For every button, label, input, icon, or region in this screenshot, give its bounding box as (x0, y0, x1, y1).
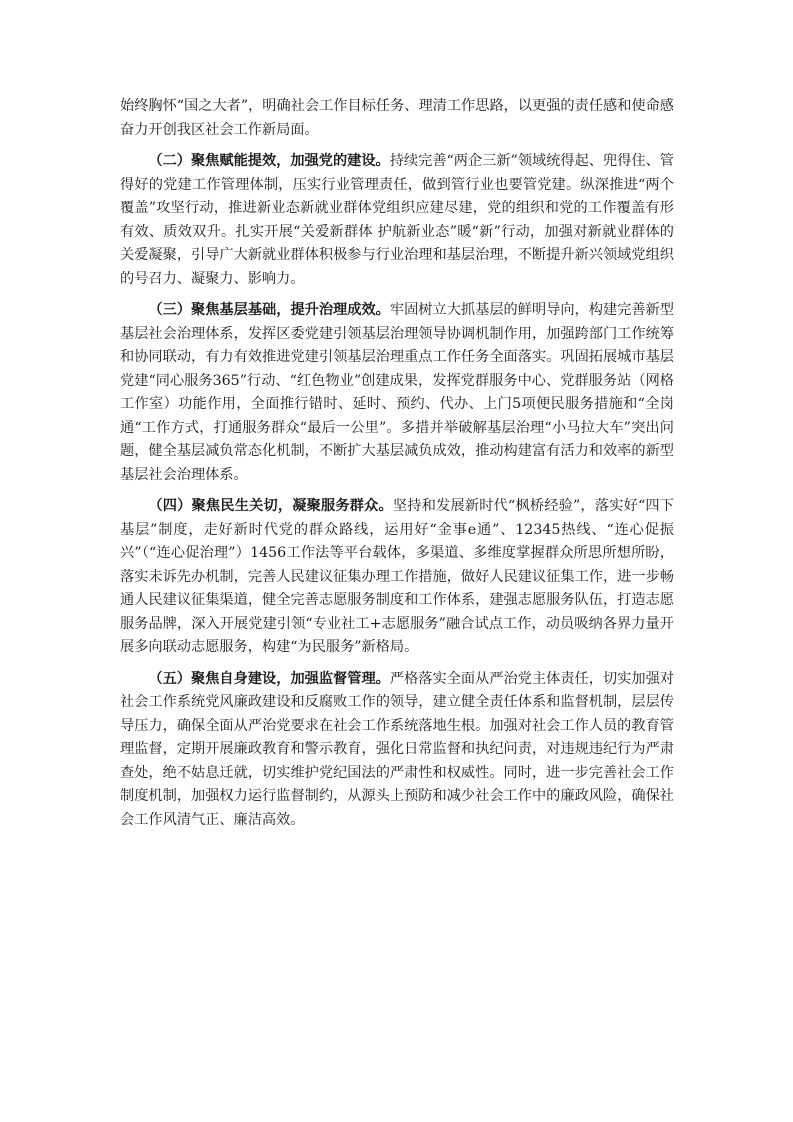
paragraph-2 (120, 150, 674, 291)
paragraph-3 (120, 299, 674, 487)
paragraph-2-text: 持续完善“两企三新”领域统得起、兜得住、管得好的党建工作管理体制，压实行业管理责任，做到管行业也要管党建。纵深推进“两个覆盖”攻坚行动，推进新业态新就业群体党组织应建尽建，党的组织和党的工作覆盖有形有效、质效双升。扎实开展“关爱新群体 护航新业态”暖“新”行动，加强对新就业群体的关爱凝聚，引导广大新就业群体积极参与行业治理和基层治理，不断提升新兴领域党组织的号召力、凝聚力、影响力。 (120, 153, 674, 287)
paragraph-4-text: 坚持和发展新时代“枫桥经验”，落实好“四下基层”制度，走好新时代党的群众路线，运用好“金事e通”、12345热线、“连心促振兴”（“连心促治理”）1456工作法等平台载体，多渠道、多维度掌握群众所思所想所盼，落实未诉先办机制，完善人民建议征集办理工作措施，做好人民建议征集工作，进一步畅通人民建议征集渠道，健全完善志愿服务制度和工作体系，建强志愿服务队伍，打造志愿服务品牌，深入开展党建引领“专业社工+志愿服务”融合试点工作，动员吸纳各界力量开展多向联动志愿服务，构建“为民服务”新格局。 (120, 498, 674, 655)
paragraph-1 (120, 95, 674, 142)
paragraph-2-heading: （二）聚焦赋能提效，加强党的建设。 (148, 153, 390, 169)
paragraph-5 (120, 668, 674, 833)
paragraph-5-text: 严格落实全面从严治党主体责任，切实加强对社会工作系统党风廉政建设和反腐败工作的领导，建立健全责任体系和监督机制，层层传导压力，确保全面从严治党要求在社会工作系统落地生根。加强对社会工作人员的教育管理监督，定期开展廉政教育和警示教育，强化日常监督和执纪问责，对违规违纪行为严肃查处，绝不姑息迁就，切实维护党纪国法的严肃性和权威性。同时，进一步完善社会工作制度机制，加强权力运行监督制约，从源头上预防和减少社会工作中的廉政风险，确保社会工作风清气正、廉洁高效。 (120, 670, 674, 828)
paragraph-3-heading: （三）聚焦基层基础，提升治理成效。 (148, 302, 390, 318)
document-body (120, 95, 674, 840)
paragraph-5-heading: （五）聚焦自身建设，加强监督管理。 (148, 670, 390, 687)
paragraph-1-text: 始终胸怀“国之大者”，明确社会工作目标任务、理清工作思路，以更强的责任感和使命感奋力开创我区社会工作新局面。 (120, 98, 674, 138)
paragraph-4 (120, 495, 674, 660)
paragraph-4-heading: （四）聚焦民生关切，凝聚服务群众。 (148, 498, 393, 514)
paragraph-3-text: 牢固树立大抓基层的鲜明导向，构建完善新型基层社会治理体系，发挥区委党建引领基层治理领导协调机制作用，加强跨部门工作统筹和协同联动，有力有效推进党建引领基层治理重点工作任务全面落实。巩固拓展城市基层党建“同心服务365”行动、“红色物业”创建成果，发挥党群服务中心、党群服务站（网格工作室）功能作用，全面推行错时、延时、预约、代办、上门5项便民服务措施和“全岗通“工作方式，打通服务群众“最后一公里”。多措并举破解基层治理“小马拉大车”突出问题，健全基层减负常态化机制，不断扩大基层减负成效，推动构建富有活力和效率的新型基层社会治理体系。 (120, 302, 674, 483)
